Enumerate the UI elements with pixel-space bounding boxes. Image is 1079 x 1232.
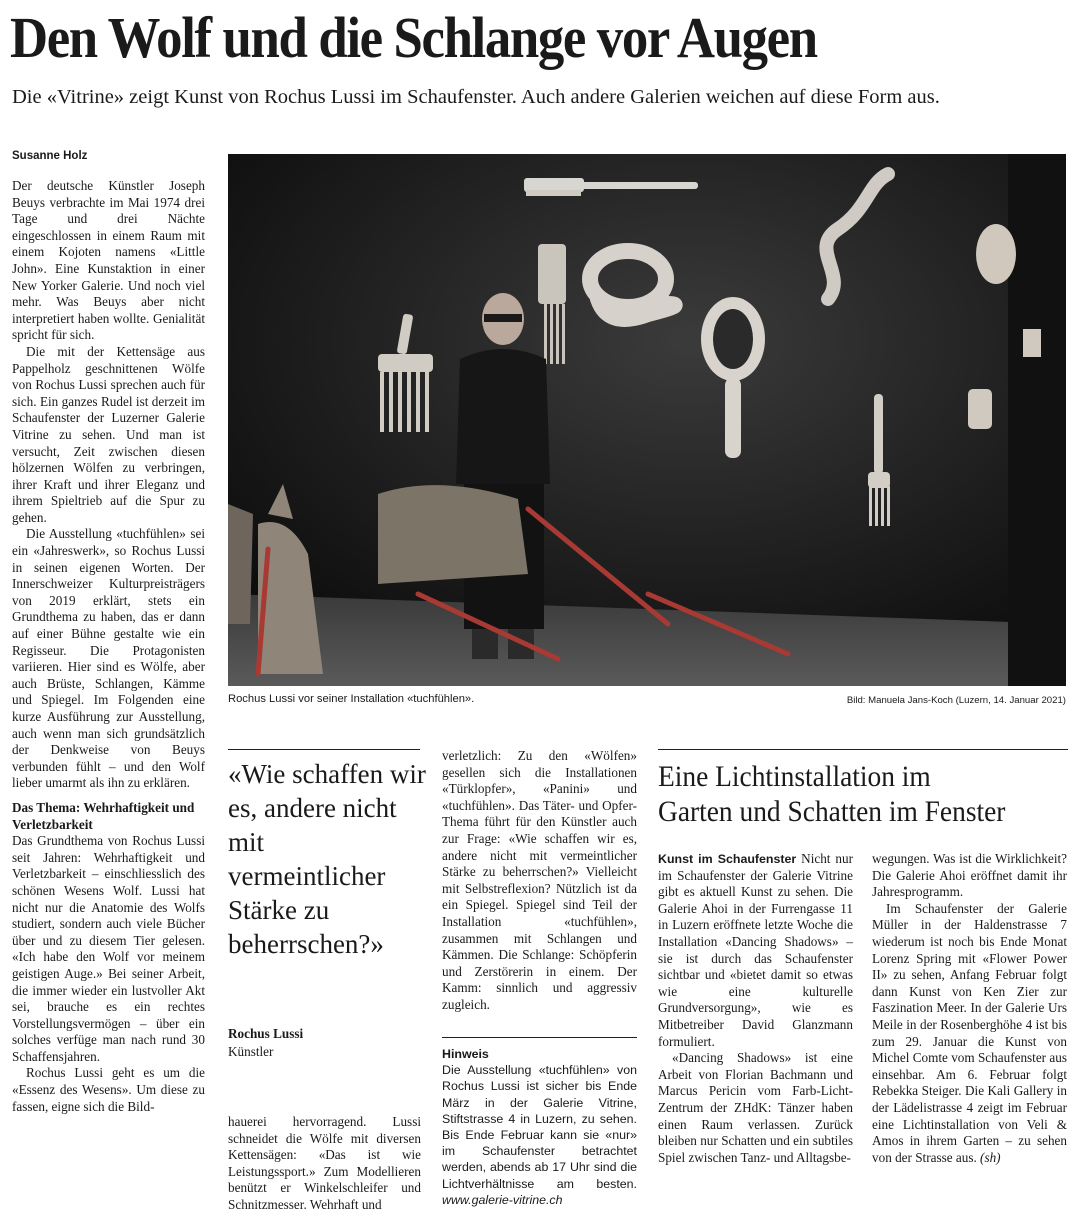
paragraph xyxy=(872,901,1067,1167)
paragraph: wegungen. Was ist die Wirklichkeit? Die Galerie Ahoi eröffnet damit ihr Jahresprogramm. xyxy=(872,851,1067,900)
paragraph: verletzlich: Zu den «Wölfen» gesellen sich die Installationen «Türklopfer», «Panini» und «tuchfühlen». Das Täter- und Opfer-Thema führt für den Künstler auch zur Frage: «Wie schaffen wir es, andere nicht mit vermeintlicher Stärke zu beherrschen?» Vielleicht mit Selbstreflexion? Nützlich ist da ein Spiegel. Spiegel sind Teil der Installation «tuchfühlen», zusammen mit Schlangen und Kämmen. Die Schlange: Schöpferin und Zerstörerin in einem. Der Kamm: sinnlich und aggressiv zugleich. xyxy=(442,748,637,1012)
paragraph: Die mit der Kettensäge aus Pappelholz geschnittenen Wölfe von Rochus Lussi sprechen auch für sich. Ein ganzes Rudel ist derzeit im Schaufenster der Luzerner Galerie Vitrine zu sehen. Und man ist versucht, Zeit zwischen diesen hölzernen Wölfen zu verbringen, ihrer Kraft und ihrer Eleganz und ihrem Spieltrieb auf die Spur zu gehen. xyxy=(12,343,205,525)
quote-rule xyxy=(228,749,420,750)
article-photo xyxy=(228,154,1066,686)
info-box-text: Die Ausstellung «tuchfühlen» von Rochus Lussi ist sicher bis Ende März in der Galerie Vitrine, Stiftstrasse 4 in Luzern, zu sehen. Bis Ende Februar kann sie «nur» im Schaufenster betrachtet werden, abends ab 17 Uhr sind die Lichtverhältnisse am besten. xyxy=(442,1063,637,1191)
paragraph: Rochus Lussi geht es um die «Essenz des Wesens». Um diese zu fassen, eigne sich die Bild- xyxy=(12,1065,205,1114)
headline: Den Wolf und die Schlange vor Augen xyxy=(10,5,817,70)
quote-author-role: Künstler xyxy=(228,1044,274,1059)
quote-author: Rochus Lussi xyxy=(228,1026,304,1041)
subline: Die «Vitrine» zeigt Kunst von Rochus Lussi im Schaufenster. Auch andere Galerien weichen auf diese Form aus. xyxy=(12,86,940,108)
column-5 xyxy=(872,851,1067,1166)
kicker: Kunst im Schaufenster xyxy=(658,852,797,866)
paragraph: Die Ausstellung «tuchfühlen» sei ein «Jahreswerk», so Rochus Lussi in seinen eigenen Worten. Der Innerschweizer Kulturpreisträgers von 2019 erklärt, stets ein Grundthema zu haben, das er dann auf einer Bühne gestalte wie ein Regisseur. Die Protagonisten variieren. Hier sind es Wölfe, aber auch Brüste, Schlangen, Kämme und Spiegel. Im Folgenden eine kurze Ausführung zur Ausstellung, auch wenn man sich grundsätzlich der Denkweise von Beuys verbunden fühlt – und den Wolf lieber umarmt als ihn zu erklären. xyxy=(12,526,205,791)
website-link[interactable]: www.galerie-vitrine.ch xyxy=(442,1192,563,1207)
info-box-title: Hinweis xyxy=(442,1047,489,1061)
column-2-continued xyxy=(228,1114,421,1214)
paragraph-text: Im Schaufenster der Galerie Müller in der Haldenstrasse 7 wiederum ist noch bis Ende Monat Lorenz Spring mit «Flower Power II» zu sehen, Anfang Februar folgt dann Kunst von Ken Zier zur Faszination Meer. In der Galerie Urs Meile in der Rosenberghöhe 4 ist bis zum 29. Januar die Kunst von Michel Comte vom Schaufenster aus einsehbar. Am 6. Februar folgt Rebekka Steiger. Die Kali Gallery in der Lädelistrasse 4 zeigt im Februar eine Lichtinstallation von Veli & Amos in ihrem Garten – zu sehen von der Strasse aus. xyxy=(872,900,1067,1165)
author-byline: Susanne Holz xyxy=(12,150,88,162)
hinweis-rule xyxy=(442,1037,637,1038)
paragraph: Der deutsche Künstler Joseph Beuys verbrachte im Mai 1974 drei Tage und drei Nächte eingeschlossen in einem Raum mit einem Kojoten namens «Little John». Eine Kunstaktion in einer New Yorker Galerie. Und noch viel mehr. Was Beuys aber nicht interpretiert haben wollte. Genialität spricht für sich. xyxy=(12,178,205,343)
column-1 xyxy=(12,178,205,1226)
paragraph: hauerei hervorragend. Lussi schneidet die Wölfe mit diversen Kettensägen: «Das ist wie Leistungssport.» Zum Modellieren benützt er Winkelschleifer und Schnitzmesser. Wehrhaft und xyxy=(228,1114,421,1212)
column-4 xyxy=(658,851,853,1166)
photo-caption: Rochus Lussi vor seiner Installation «tuchfühlen». xyxy=(228,693,475,705)
pull-quote: «Wie schaffen wir es, andere nicht mit vermeintlicher Stärke zu beherrschen?» xyxy=(228,759,426,959)
paragraph: Das Grundthema von Rochus Lussi seit Jahren: Wehrhaftigkeit und Verletzbarkeit – einschliesslich des schönen Wesens Wolf. Lussi hat nicht nur die Anatomie des Wolfs studiert, sondern auch viele Bücher über und zu diesem Tier gelesen. «Ich habe den Wolf vor meinem geistigen Auge.» Bei seiner Arbeit, die immer wieder ein lustvoller Akt sei, brauche es ein rechtes Vorstellungsvermögen – über ein solches verfüge man nach rund 30 Schaffensjahren. xyxy=(12,833,205,1064)
paragraph: «Dancing Shadows» ist eine Arbeit von Florian Bachmann und Marcus Pericin vom Farb-Licht-Zentrum der ZHdK: Tänzer haben einen Raum verlassen. Zurück bleiben nur Schatten und ein subtiles Spiel zwischen Tanz- und Alltagsbe- xyxy=(658,1050,853,1165)
section-heading: Das Thema: Wehrhaftigkeit und Verletzbarkeit xyxy=(12,799,195,832)
second-article-rule xyxy=(658,749,1068,750)
signoff: (sh) xyxy=(980,1149,1001,1165)
photo-credit: Bild: Manuela Jans-Koch (Luzern, 14. Januar 2021) xyxy=(846,695,1066,706)
headline-line: Garten und Schatten im Fenster xyxy=(658,796,1006,828)
paragraph-text: Nicht nur im Schaufenster der Galerie Vitrine gibt es aktuell Kunst zu sehen. Die Galerie Ahoi in der Furrengasse 11 in Luzern eröffnete letzte Woche die Installation «Dancing Shadows» – sie ist durch das Schaufenster sichtbar und «bietet damit so etwas wie eine kulturelle Grundversorgung», wie es Mitbetreiber David Glanzmann formuliert. xyxy=(658,851,853,1049)
second-article-headline xyxy=(658,760,1039,830)
headline-line: Eine Lichtinstallation im xyxy=(658,761,931,793)
paragraph xyxy=(658,851,853,1050)
column-3 xyxy=(442,748,637,1014)
info-box xyxy=(442,1046,637,1208)
